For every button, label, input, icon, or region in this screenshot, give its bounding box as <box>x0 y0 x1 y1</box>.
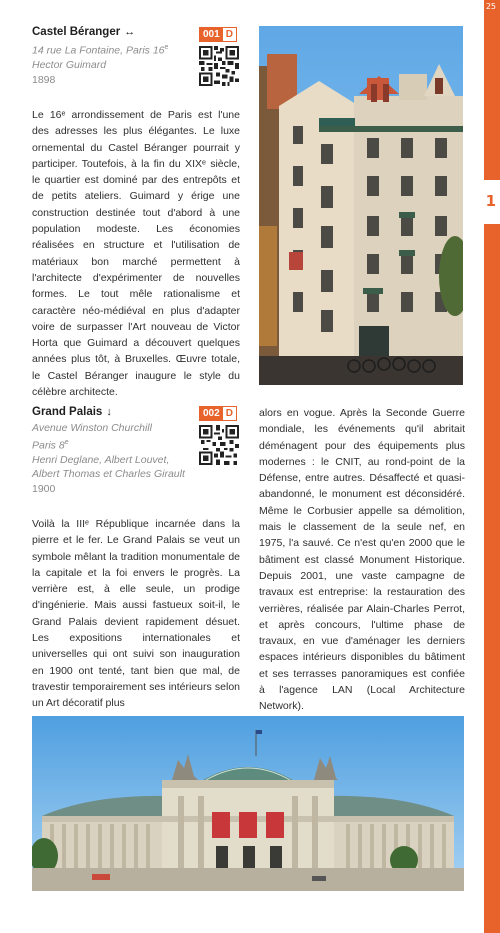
entry-badge: 002 D <box>199 406 237 421</box>
entry-body-text-left: Voilà la IIIᵉ République incarnée dans la pierre et le fer. Le Grand Palais se veut un symbole mêlant la tradition monumentale de la capitale et la foi envers le progrès. La verrière est, à elle seule, un prodige d'ingénierie. Mais aussi fastueux soit-il, le Grand Palais devient rapidement désuet. Les expositions internationales et universelles qui ont suivi son inauguration en 1900 ont tenté, tant bien que mal, de travestir temporairement ses intérieurs selon un Art décoratif plus <box>32 518 240 710</box>
entry-title: Grand Palais ↓ <box>32 406 112 418</box>
entry-year: 1898 <box>32 73 56 86</box>
entry-year: 1900 <box>32 482 56 495</box>
entry-address: 14 rue La Fontaine, Paris 16e <box>32 44 169 57</box>
entry-body-text: Le 16ᵉ arrondissement de Paris est l'une des adresses les plus élégantes. Le luxe ornemental du Castel Béranger pourrait y participer. Toutefois, à la fin du XIXᵉ siècle, le quartier est dominé par des entrepôts et de petits ateliers. Guimard y érige une construction destinée tout d'abord à une population modeste. Les économies réalisées en structure et l'utilisation de matériaux bon marché permettent à l'architecte d'expérimenter de nouvelles formes. Le tout mêle rationalisme et caractère néo-médiéval en plus d'adapter voire de surpasser l'Art nouveau de Victor Horta que Guimard a découvert quelques années plus tôt, à Bruxelles. Œuvre totale, le Castel Béranger inaugure le style du célèbre architecte. <box>32 109 240 399</box>
castel-beranger-photo <box>259 26 463 385</box>
entry-castel-beranger-header <box>32 26 202 87</box>
page-mark: 25 <box>485 2 496 11</box>
entry-title: Castel Béranger ↔ <box>32 26 136 38</box>
chapter-tab-bottom <box>484 224 500 933</box>
arrow-down-icon: ↓ <box>106 406 112 418</box>
entry-address: Avenue Winston Churchill <box>32 422 152 434</box>
grand-palais-photo <box>32 716 464 891</box>
entry-address-city: Paris 8e <box>32 438 69 451</box>
arrows-icon: ↔ <box>124 26 136 38</box>
entry-badge: 001 D <box>199 27 237 42</box>
entry-grand-palais-header <box>32 406 202 496</box>
qr-code-icon <box>199 46 239 86</box>
qr-code-icon <box>199 425 239 465</box>
entry-architect: Hector Guimard <box>32 59 107 71</box>
chapter-number: 1 <box>485 192 496 210</box>
chapter-tab-top <box>484 0 500 180</box>
entry-architect: Henri Deglane, Albert Louvet, Albert Thomas et Charles Girault <box>32 453 185 480</box>
entry-body-text-right: alors en vogue. Après la Seconde Guerre mondiale, les événements qu'il abritait déménagent pour des équipements plus modernes : le CNIT, au rond-point de la Défense, entre autres. Désaffecté et quasi-abandonné, le monument est déconsidéré. Même le Corbusier appelle sa démolition, mais le classement de la seule nef, en 1975, l'a sauvé. Ce n'est qu'en 2000 que le bâtiment est classé Monument Historique. Depuis 2001, une vaste campagne de travaux est entreprise: la restauration des verrières, réalisée par Alain-Charles Perrot, et après concours, l'ultime phase de travaux, en vue d'aménager les derniers espaces intérieurs disponibles du bâtiment et ses terrasses panoramiques est confiée à l'agence LAN (Local Architecture Network). <box>259 407 465 713</box>
